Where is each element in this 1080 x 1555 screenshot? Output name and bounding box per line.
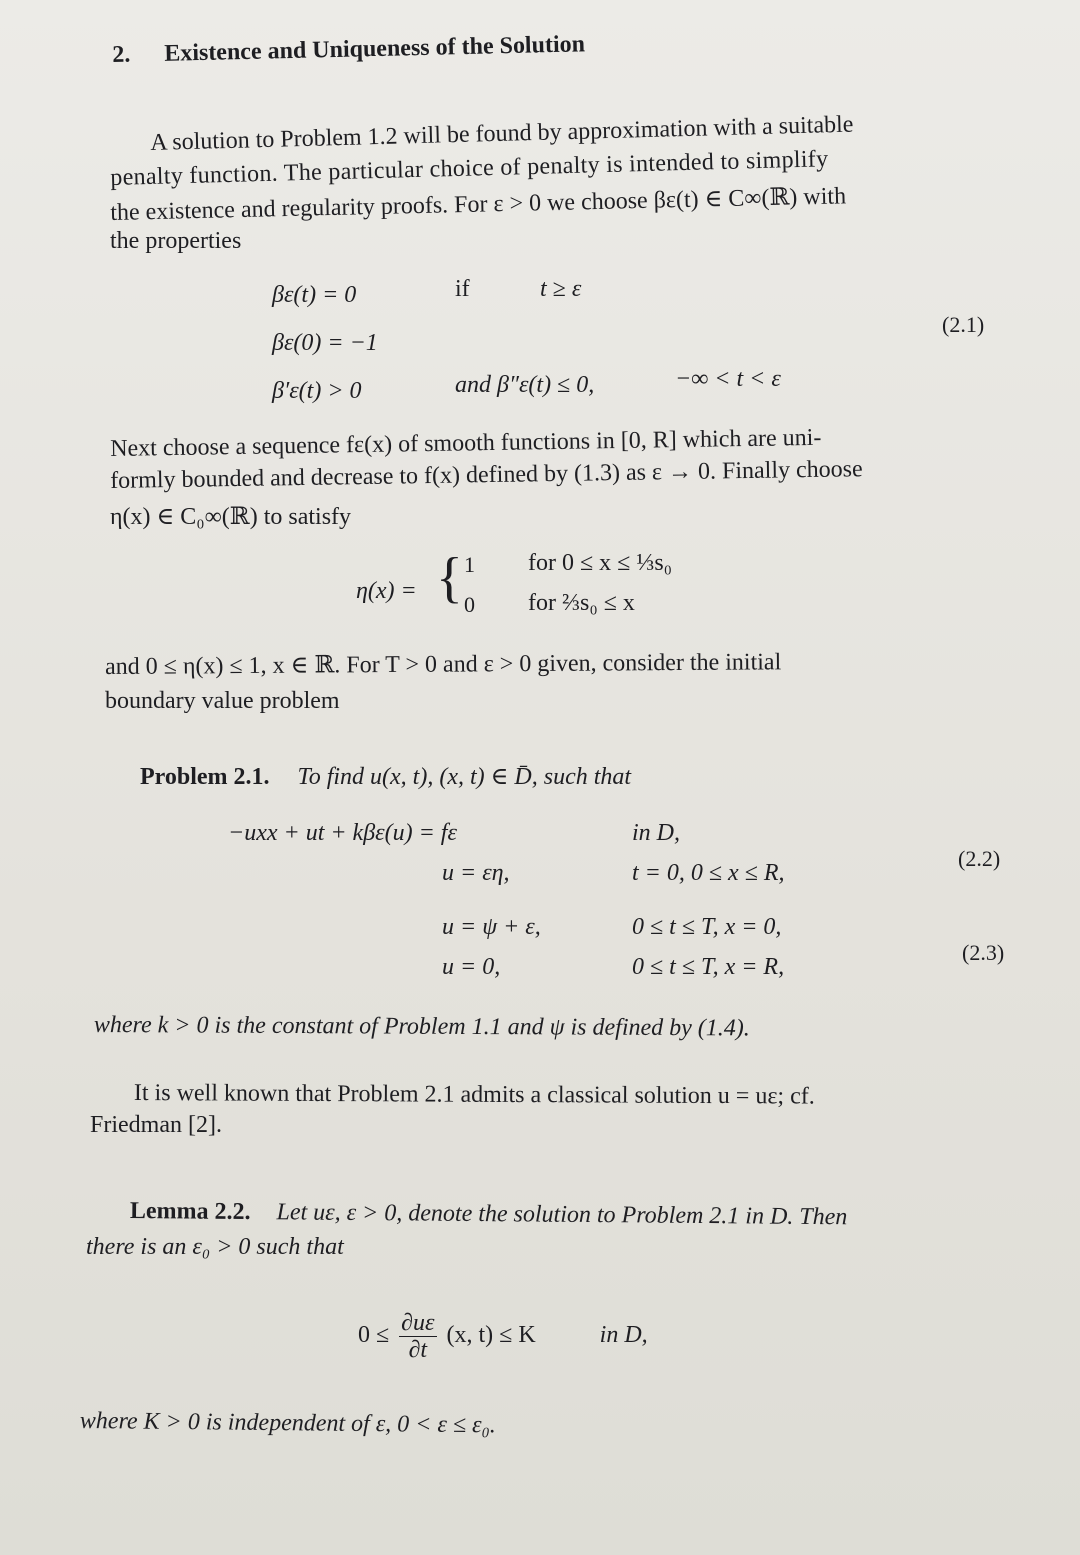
lemma-line: there is an ε₀ > 0 such that bbox=[86, 1234, 344, 1260]
text-line: boundary value problem bbox=[105, 688, 340, 714]
eq-lhs: η(x) = bbox=[356, 578, 417, 604]
lemma-inequality bbox=[358, 1310, 648, 1363]
lemma-line bbox=[130, 1198, 848, 1231]
eq-row: u = εη, bbox=[442, 860, 510, 886]
frac-numerator: ∂uε bbox=[401, 1310, 435, 1336]
eq-condition: in D, bbox=[632, 820, 680, 846]
eq-row: t ≥ ε bbox=[540, 276, 582, 302]
text-line: η(x) ∈ C₀∞(ℝ) to satisfy bbox=[110, 504, 352, 530]
brace-symbol: { bbox=[436, 547, 463, 609]
section-heading bbox=[112, 31, 585, 69]
text-line: the properties bbox=[110, 228, 242, 254]
text-line: the existence and regularity proofs. For ε > 0 we choose βε(t) ∈ C∞(ℝ) with bbox=[110, 183, 847, 226]
eq-row: u = 0, bbox=[442, 954, 501, 980]
eq-row: β′ε(t) > 0 bbox=[272, 378, 362, 404]
problem-label: Problem 2.1. bbox=[140, 764, 270, 790]
problem-text: To find u(x, t), (x, t) ∈ D̄, such that bbox=[297, 764, 632, 790]
frac-denominator: ∂t bbox=[408, 1337, 428, 1363]
case-condition: for ⅔s₀ ≤ x bbox=[528, 590, 635, 616]
eq-condition: t = 0, 0 ≤ x ≤ R, bbox=[632, 860, 785, 886]
eq-condition: 0 ≤ t ≤ T, x = R, bbox=[632, 954, 785, 980]
section-title: Existence and Uniqueness of the Solution bbox=[163, 31, 586, 67]
ineq-right: (x, t) ≤ K bbox=[446, 1322, 536, 1349]
eq-row: −∞ < t < ε bbox=[675, 366, 781, 392]
eq-row: if bbox=[455, 276, 470, 302]
equation-number: (2.3) bbox=[962, 940, 1005, 965]
text-line: Next choose a sequence fε(x) of smooth functions in [0, R] which are uni- bbox=[110, 424, 822, 462]
text-line: formly bounded and decrease to f(x) defined by (1.3) as ε → 0. Finally choose bbox=[110, 456, 863, 494]
text-line: penalty function. The particular choice of penalty is intended to simplify bbox=[110, 146, 829, 191]
text-line: It is well known that Problem 2.1 admits a classical solution u = uε; cf. bbox=[133, 1080, 815, 1110]
lemma-text: Let uε, ε > 0, denote the solution to Problem 2.1 in D. Then bbox=[276, 1199, 848, 1231]
problem-statement bbox=[140, 762, 631, 791]
section-number: 2. bbox=[112, 41, 131, 68]
eq-row: βε(t) = 0 bbox=[272, 282, 357, 308]
eq-row: βε(0) = −1 bbox=[272, 330, 378, 356]
text-line: and 0 ≤ η(x) ≤ 1, x ∈ ℝ. For T > 0 and ε > 0 given, consider the initial bbox=[105, 649, 782, 680]
ineq-condition: in D, bbox=[599, 1322, 648, 1349]
eq-condition: 0 ≤ t ≤ T, x = 0, bbox=[632, 914, 782, 940]
equation-number: (2.2) bbox=[958, 846, 1001, 871]
case-value: 0 bbox=[464, 592, 475, 617]
eq-row: −uxx + ut + kβε(u) = fε bbox=[228, 820, 457, 846]
lemma-label: Lemma 2.2. bbox=[129, 1198, 251, 1226]
case-value: 1 bbox=[464, 552, 475, 577]
equation-number: (2.1) bbox=[942, 312, 985, 337]
text-line: A solution to Problem 1.2 will be found by approximation with a suitable bbox=[150, 111, 854, 156]
ineq-left: 0 ≤ bbox=[358, 1322, 390, 1349]
where-clause: where k > 0 is the constant of Problem 1.1 and ψ is defined by (1.4). bbox=[93, 1012, 750, 1042]
text-line: Friedman [2]. bbox=[90, 1112, 222, 1138]
case-condition: for 0 ≤ x ≤ ⅓s₀ bbox=[528, 550, 673, 576]
eq-row: and β″ε(t) ≤ 0, bbox=[455, 372, 595, 398]
eq-row: u = ψ + ε, bbox=[442, 914, 541, 940]
where-clause: where K > 0 is independent of ε, 0 < ε ≤ ε₀. bbox=[79, 1408, 496, 1439]
partial-derivative bbox=[399, 1310, 436, 1363]
